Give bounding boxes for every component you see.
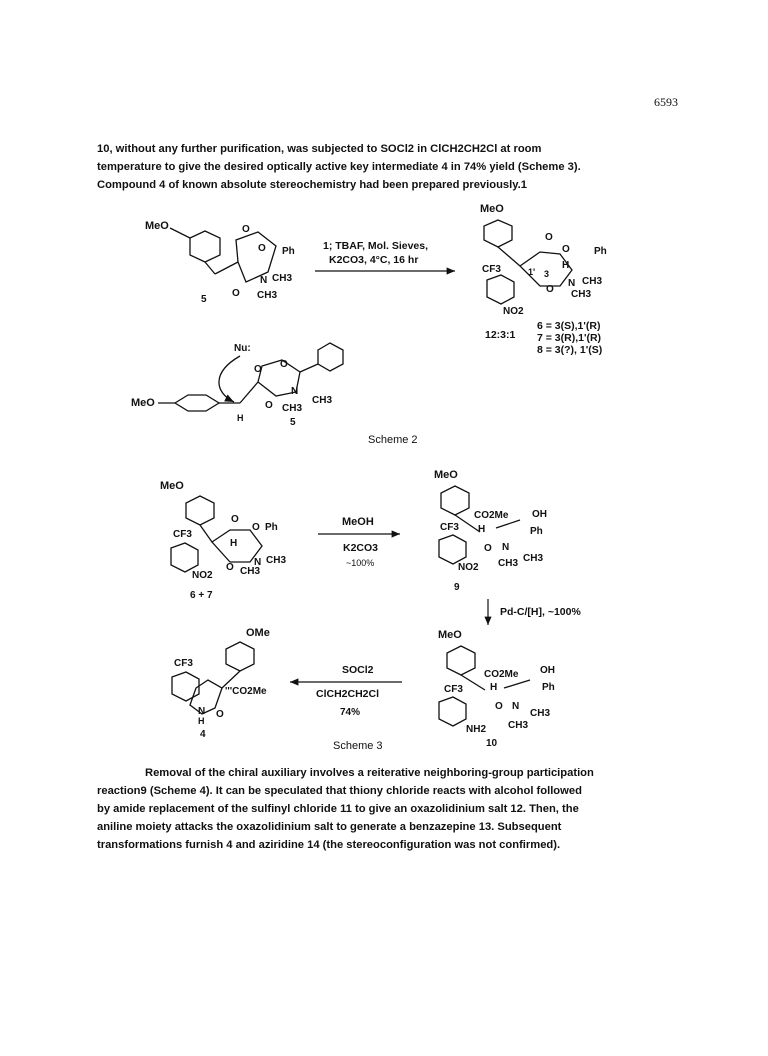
step3-yield: 74% bbox=[340, 707, 361, 718]
svg-text:O: O bbox=[252, 522, 260, 533]
label-compound-6-7: 6 + 7 bbox=[190, 590, 213, 601]
svg-text:O: O bbox=[258, 243, 266, 254]
svg-text:H: H bbox=[562, 260, 570, 271]
svg-text:O: O bbox=[484, 543, 492, 554]
svg-text:O: O bbox=[545, 232, 553, 243]
svg-text:CH3: CH3 bbox=[282, 403, 303, 414]
body-line: Removal of the chiral auxiliary involves a reiterative neighboring-group participation bbox=[145, 767, 594, 779]
body-line: aniline moiety attacks the oxazolidinium salt to generate a benzazepine 13. Subsequent bbox=[97, 821, 562, 833]
svg-text:MeO: MeO bbox=[131, 397, 155, 409]
svg-text:NH2: NH2 bbox=[466, 724, 487, 735]
structure-compound-5 bbox=[145, 220, 295, 301]
svg-text:MeO: MeO bbox=[160, 480, 184, 492]
svg-text:O: O bbox=[226, 562, 234, 573]
svg-text:OH: OH bbox=[532, 509, 547, 520]
svg-text:1': 1' bbox=[528, 267, 536, 277]
intro-line: Compound 4 of known absolute stereochemistry had been prepared previously.1 bbox=[97, 179, 527, 191]
body-line: by amide replacement of the sulfinyl chloride 11 to give an oxazolidinium salt 12. Then, the bbox=[97, 803, 579, 815]
svg-text:NO2: NO2 bbox=[503, 306, 524, 317]
svg-text:CF3: CF3 bbox=[440, 522, 459, 533]
svg-text:MeO: MeO bbox=[434, 469, 458, 481]
svg-text:H: H bbox=[490, 682, 498, 693]
svg-text:O: O bbox=[280, 359, 288, 370]
structure-products-6-7-8 bbox=[480, 203, 607, 317]
svg-text:CH3: CH3 bbox=[272, 273, 293, 284]
svg-text:N: N bbox=[512, 701, 520, 712]
intro-line: temperature to give the desired optically active key intermediate 4 in 74% yield (Scheme 3). bbox=[97, 161, 581, 173]
svg-text:N: N bbox=[502, 542, 510, 553]
svg-text:MeO: MeO bbox=[145, 220, 169, 232]
svg-text:O: O bbox=[231, 514, 239, 525]
svg-text:H: H bbox=[237, 413, 244, 423]
svg-text:N: N bbox=[568, 278, 576, 289]
svg-text:H: H bbox=[478, 524, 486, 535]
step1-yield: ~100% bbox=[346, 558, 375, 568]
intro-line: 10, without any further purification, was subjected to SOCl2 in ClCH2CH2Cl at room bbox=[97, 143, 542, 155]
svg-text:CO2Me: CO2Me bbox=[484, 669, 519, 680]
structure-compound-9 bbox=[434, 469, 547, 573]
label-compound-9: 9 bbox=[454, 582, 460, 593]
svg-text:CF3: CF3 bbox=[482, 264, 501, 275]
svg-text:NO2: NO2 bbox=[192, 570, 213, 581]
svg-text:O: O bbox=[254, 364, 262, 375]
svg-text:Ph: Ph bbox=[282, 246, 295, 257]
label-compound-4: 4 bbox=[200, 729, 206, 740]
label-compound-5: 5 bbox=[201, 294, 207, 305]
product-8-config: 8 = 3(?), 1'(S) bbox=[537, 344, 603, 356]
structure-attack-5 bbox=[131, 343, 343, 423]
structure-compound-6-7 bbox=[160, 480, 286, 581]
scheme2-reagent-line1: 1; TBAF, Mol. Sieves, bbox=[323, 240, 429, 252]
svg-text:Ph: Ph bbox=[265, 522, 278, 533]
body-line: reaction9 (Scheme 4). It can be speculated that thiony chloride reacts with alcohol followed bbox=[97, 785, 582, 797]
svg-text:N: N bbox=[254, 557, 262, 568]
svg-text:O: O bbox=[495, 701, 503, 712]
product-6-config: 6 = 3(S),1'(R) bbox=[537, 320, 601, 332]
scheme2-reagent-line2: K2CO3, 4°C, 16 hr bbox=[329, 254, 419, 266]
step1-base: K2CO3 bbox=[343, 542, 379, 554]
svg-text:CH3: CH3 bbox=[571, 289, 592, 300]
svg-text:CH3: CH3 bbox=[582, 276, 603, 287]
body-line: transformations furnish 4 and aziridine 14 (the stereoconfiguration was not confirmed). bbox=[97, 839, 561, 851]
svg-text:MeO: MeO bbox=[480, 203, 504, 215]
svg-text:CF3: CF3 bbox=[174, 658, 193, 669]
body-paragraph bbox=[97, 764, 687, 854]
svg-text:OH: OH bbox=[540, 665, 555, 676]
page-number: 6593 bbox=[654, 95, 678, 109]
svg-text:OMe: OMe bbox=[246, 627, 270, 639]
svg-text:O: O bbox=[232, 288, 240, 299]
step3-reagent: SOCl2 bbox=[342, 664, 374, 676]
label-compound-10: 10 bbox=[486, 738, 498, 749]
svg-text:H: H bbox=[198, 716, 205, 726]
structure-compound-10 bbox=[438, 629, 555, 735]
svg-text:3: 3 bbox=[544, 269, 550, 279]
svg-text:CH3: CH3 bbox=[312, 395, 333, 406]
scheme3-caption: Scheme 3 bbox=[333, 740, 383, 752]
svg-text:CH3: CH3 bbox=[498, 558, 519, 569]
structure-compound-4 bbox=[172, 627, 270, 726]
nucleophile-label: Nu: bbox=[234, 343, 251, 354]
svg-text:O: O bbox=[265, 400, 273, 411]
svg-text:CH3: CH3 bbox=[508, 720, 529, 731]
label-attack-compound-5: 5 bbox=[290, 417, 296, 428]
svg-text:Ph: Ph bbox=[542, 682, 555, 693]
svg-text:CF3: CF3 bbox=[173, 529, 192, 540]
svg-text:O: O bbox=[242, 224, 250, 235]
svg-text:NO2: NO2 bbox=[458, 562, 479, 573]
svg-text:H: H bbox=[230, 538, 238, 549]
svg-text:O: O bbox=[216, 709, 224, 720]
svg-text:O: O bbox=[546, 284, 554, 295]
step3-solvent: ClCH2CH2Cl bbox=[316, 688, 380, 700]
svg-text:'''CO2Me: '''CO2Me bbox=[225, 686, 267, 697]
svg-text:CH3: CH3 bbox=[530, 708, 551, 719]
svg-text:CF3: CF3 bbox=[444, 684, 463, 695]
svg-text:CH3: CH3 bbox=[266, 555, 287, 566]
product-ratio: 12:3:1 bbox=[485, 329, 516, 341]
svg-text:N: N bbox=[198, 706, 206, 717]
svg-text:CH3: CH3 bbox=[240, 566, 261, 577]
product-7-config: 7 = 3(R),1'(R) bbox=[537, 332, 602, 344]
svg-text:N: N bbox=[260, 275, 268, 286]
svg-text:MeO: MeO bbox=[438, 629, 462, 641]
scheme2-caption: Scheme 2 bbox=[368, 434, 418, 446]
svg-text:CH3: CH3 bbox=[257, 290, 278, 301]
step1-reagent: MeOH bbox=[342, 516, 374, 528]
step2-reagent: Pd-C/[H], ~100% bbox=[500, 606, 581, 618]
svg-text:O: O bbox=[562, 244, 570, 255]
svg-text:N: N bbox=[291, 386, 299, 397]
svg-text:Ph: Ph bbox=[594, 246, 607, 257]
svg-text:Ph: Ph bbox=[530, 526, 543, 537]
svg-text:CH3: CH3 bbox=[523, 553, 544, 564]
svg-text:CO2Me: CO2Me bbox=[474, 510, 509, 521]
